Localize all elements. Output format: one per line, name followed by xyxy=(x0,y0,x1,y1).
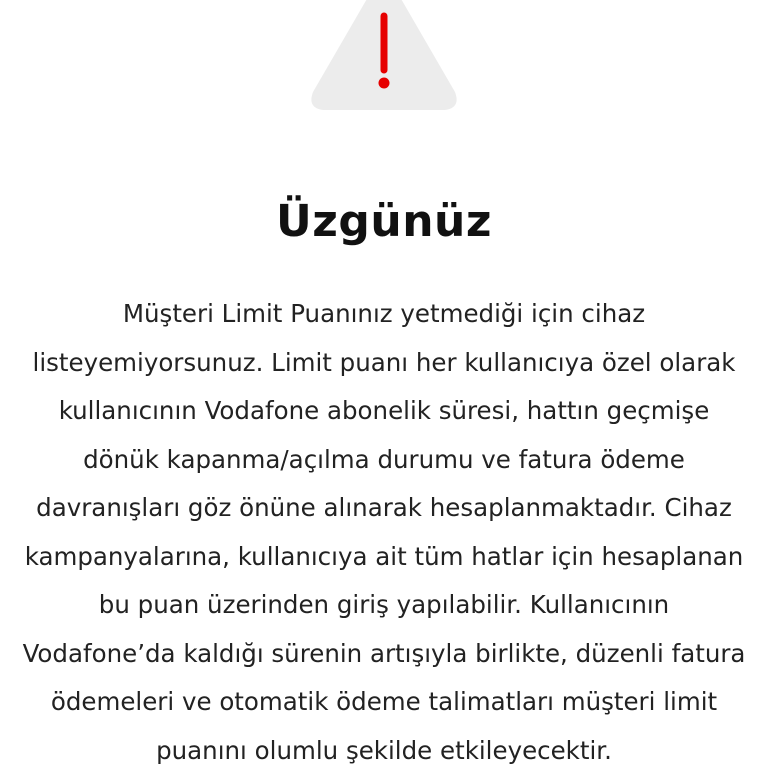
page-title: Üzgünüz xyxy=(0,196,768,247)
message-line: davranışları göz önüne alınarak hesaplanmaktadır. Cihaz xyxy=(20,484,748,533)
warning-triangle-icon xyxy=(305,0,463,115)
message-line: dönük kapanma/açılma durumu ve fatura ödeme xyxy=(20,436,748,485)
message-line: kullanıcının Vodafone abonelik süresi, hattın geçmişe xyxy=(20,387,748,436)
message-line: bu puan üzerinden giriş yapılabilir. Kullanıcının xyxy=(20,581,748,630)
message-line: Müşteri Limit Puanınız yetmediği için cihaz xyxy=(20,290,748,339)
message-line: kampanyalarına, kullanıcıya ait tüm hatlar için hesaplanan xyxy=(20,533,748,582)
message-line: Vodafone’da kaldığı sürenin artışıyla birlikte, düzenli fatura xyxy=(20,630,748,679)
error-message xyxy=(20,290,748,775)
message-line: ödemeleri ve otomatik ödeme talimatları müşteri limit xyxy=(20,678,748,727)
message-line: puanını olumlu şekilde etkileyecektir. xyxy=(20,727,748,775)
message-line: listeyemiyorsunuz. Limit puanı her kullanıcıya özel olarak xyxy=(20,339,748,388)
